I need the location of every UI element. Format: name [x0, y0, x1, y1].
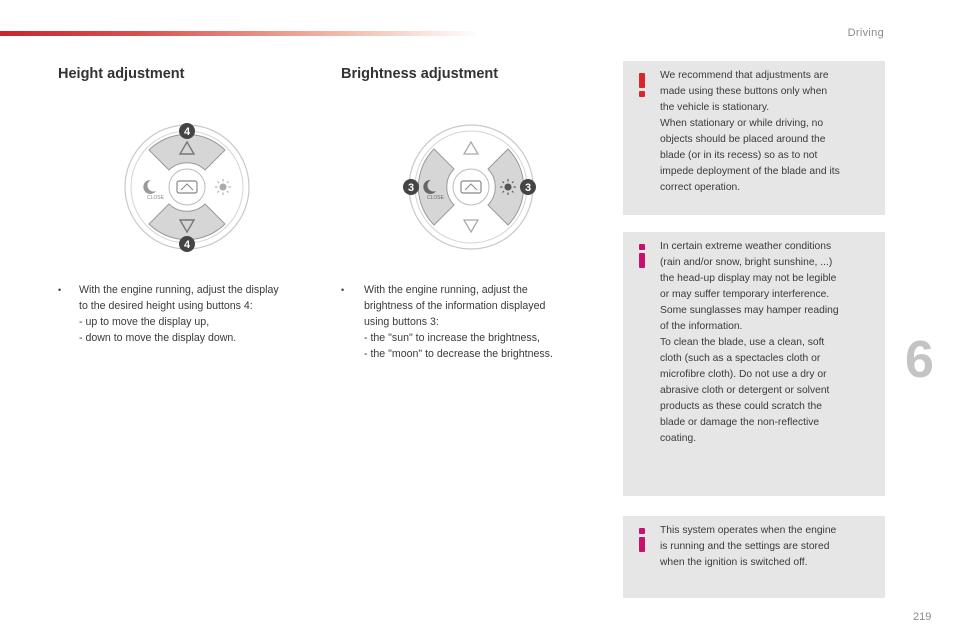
info-text-1 — [660, 239, 880, 447]
bullet-icon: • — [58, 285, 62, 295]
info-line: blade or damage the non-reflective — [660, 417, 820, 428]
info-box-system — [623, 516, 885, 598]
warning-line: We recommend that adjustments are — [660, 70, 829, 81]
close-label: CLOSE — [427, 195, 444, 201]
brightness-line: brightness of the information displayed — [364, 300, 546, 312]
info-line: is running and the settings are stored — [660, 541, 830, 552]
button-4-top-label: 4 — [183, 126, 191, 138]
header-accent-bar — [0, 31, 480, 36]
info-line: Some sunglasses may hamper reading — [660, 305, 839, 316]
warning-line: blade (or in its recess) so as to not — [660, 150, 818, 161]
info-line: coating. — [660, 433, 697, 444]
brightness-adjustment-heading: Brightness adjustment — [341, 66, 499, 82]
info-line: of the information. — [660, 321, 743, 332]
close-label: CLOSE — [147, 195, 164, 201]
info-line: abrasive cloth or detergent or solvent — [660, 385, 830, 396]
brightness-line: - the "sun" to increase the brightness, — [364, 332, 540, 344]
warning-line: objects should be placed around the — [660, 134, 826, 145]
height-line: to the desired height using buttons 4: — [79, 300, 253, 312]
exclamation-icon — [635, 73, 649, 97]
brightness-instructions — [341, 282, 606, 362]
warning-line: made using these buttons only when — [660, 86, 828, 97]
height-adjustment-heading: Height adjustment — [58, 66, 185, 82]
button-4-bottom-label: 4 — [183, 239, 191, 251]
info-line: products as these could scratch the — [660, 401, 822, 412]
height-line: - up to move the display up, — [79, 316, 210, 328]
info-icon — [635, 528, 649, 552]
button-3-left-label: 3 — [407, 182, 415, 194]
brightness-line: With the engine running, adjust the — [364, 284, 528, 296]
info-line: or may suffer temporary interference. — [660, 289, 830, 300]
info-line: This system operates when the engine — [660, 525, 837, 536]
info-line: To clean the blade, use a clean, soft — [660, 337, 825, 348]
warning-line: the vehicle is stationary. — [660, 102, 770, 113]
section-title: Driving — [847, 27, 884, 39]
info-line: cloth (such as a spectacles cloth or — [660, 353, 821, 364]
brightness-line: - the "moon" to decrease the brightness. — [364, 348, 553, 360]
info-text-2 — [660, 523, 880, 571]
warning-line: When stationary or while driving, no — [660, 118, 824, 129]
info-line: the head-up display may not be legible — [660, 273, 837, 284]
info-line: microfibre cloth). Do not use a dry or — [660, 369, 827, 380]
brightness-control-diagram — [402, 120, 542, 254]
bullet-icon: • — [341, 285, 345, 295]
info-line: when the ignition is switched off. — [660, 557, 808, 568]
height-instructions — [58, 282, 323, 346]
page-number: 219 — [913, 611, 932, 623]
warning-box — [623, 61, 885, 215]
info-line: In certain extreme weather conditions — [660, 241, 832, 252]
height-line: With the engine running, adjust the display — [79, 284, 279, 296]
chapter-number: 6 — [905, 331, 934, 389]
warning-line: correct operation. — [660, 182, 741, 193]
info-line: (rain and/or snow, bright sunshine, ...) — [660, 257, 833, 268]
brightness-line: using buttons 3: — [364, 316, 439, 328]
info-box-weather-cleaning — [623, 232, 885, 496]
warning-text — [660, 68, 880, 196]
height-line: - down to move the display down. — [79, 332, 237, 344]
height-control-diagram — [123, 120, 253, 254]
warning-line: impede deployment of the blade and its — [660, 166, 840, 177]
info-icon — [635, 244, 649, 268]
button-3-right-label: 3 — [524, 182, 532, 194]
